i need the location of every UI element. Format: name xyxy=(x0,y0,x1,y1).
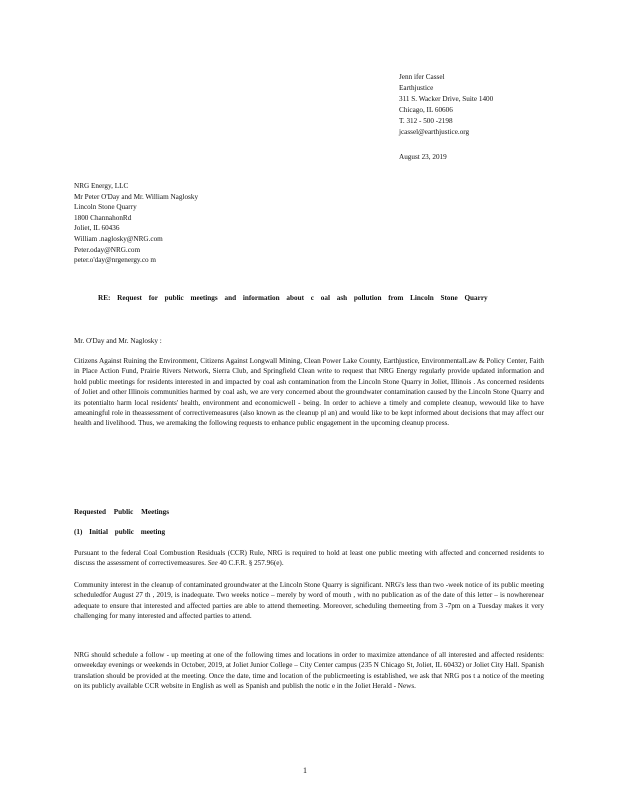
sender-phone: T. 312 - 500 -2198 xyxy=(399,117,453,125)
sender-block xyxy=(399,72,493,163)
sender-name: Jenn ifer Cassel xyxy=(399,73,445,81)
sender-address-line-2: Chicago, IL 60606 xyxy=(399,106,453,114)
heading-initial-meeting: (1) Initial public meeting xyxy=(74,528,166,536)
paragraph-ccr-rule-text: Pursuant to the federal Coal Combustion Residuals (CCR) Rule, NRG is required to hold at least one public meeting with affected and concerned residents to discuss the assessment of correctivemeasures. xyxy=(74,549,544,568)
letter-date: August 23, 2019 xyxy=(399,153,447,161)
recipient-company: NRG Energy, LLC xyxy=(74,182,129,190)
recipient-site: Lincoln Stone Quarry xyxy=(74,203,137,212)
page-number: 1 xyxy=(303,766,307,775)
heading-requested-meetings: Requested Public Meetings xyxy=(74,508,170,516)
sender-email: jcassel@earthjustice.org xyxy=(399,128,470,136)
paragraph-community-interest: Community interest in the cleanup of contaminated groundwater at the Lincoln Stone Quarry is significant. NRG's less than two -week notice of its public meeting scheduledfor August 27 th , 2019, is inadequate. Two weeks notice – merely by word of mouth , with no publication as of the date of this letter – is nowherenear adequate to ensure that interested and affected parties are able to attend themeeting. Moreover, scheduling themeeting from 3 -7pm on a Tuesday makes it very challenging for many interested and affected parties to attend. xyxy=(74,581,544,621)
salutation: Mr. O'Day and Mr. Naglosky : xyxy=(74,337,162,345)
recipient-email-3: peter.o'day@nrgenergy.co m xyxy=(74,256,157,265)
recipient-email-1: William .naglosky@NRG.com xyxy=(74,234,163,243)
recipient-city: Joliet, IL 60436 xyxy=(74,224,120,233)
recipient-names: Mr Peter O'Day and Mr. William Naglosky xyxy=(74,192,199,201)
paragraph-intro: Citizens Against Ruining the Environment, Citizens Against Longwall Mining, Clean Power Lake County, Earthjustice, EnvironmentalLaw & Policy Center, Faith in Place Action Fund, Prairie Rivers Network, Sierra Club, and Springfield Clean write to request that NRG Energy regularly provide updated information and hold public meetings for residents interested in and impacted by coal ash contamination from the Lincoln Stone Quarry in Joliet, Illinois . As concerned residents of Joliet and other Illinois communities harmed by coal ash, we are very concerned about the groundwater contamination caused by the Lincoln Stone Quarry and its potentialto harm local residents' health, environment and economicwell - being. In order to achieve a timely and complete cleanup, wewould like to have ameaningful role in theassessment of correctivemeasures (also known as the cleanup pl an) and would like to be kept informed about decisions that may affect our health and livelihood. Thus, we aremaking the following requests to enhance public engagement in the upcoming cleanup process. xyxy=(74,357,544,428)
recipient-block xyxy=(74,181,198,266)
sender-organization: Earthjustice xyxy=(399,84,434,92)
recipient-email-2: Peter.oday@NRG.com xyxy=(74,245,141,254)
citation-reference: 40 C.F.R. § 257.96(e). xyxy=(217,559,284,568)
sender-address-line-1: 311 S. Wacker Drive, Suite 1400 xyxy=(399,95,494,103)
subject-line: RE: Request for public meetings and information about c oal ash pollution from Lincoln Stone Quarry xyxy=(98,294,488,302)
citation-see: See xyxy=(207,559,218,568)
recipient-street: 1800 ChannahonRd xyxy=(74,213,132,222)
paragraph-ccr-rule xyxy=(74,548,544,569)
paragraph-follow-up: NRG should schedule a follow - up meeting at one of the following times and locations in order to maximize attendance of all interested and affected residents: onweekday evenings or weekends in October, 2019, at Joliet Junior College – City Center campus (235 N Chicago St, Joliet, IL 60432) or Joliet City Hall. Spanish translation should be provided at the meeting. Once the date, time and location of the publicmeeting is established, we ask that NRG pos t a notice of the meeting on its publicly available CCR website in English as well as Spanish and publish the notic e in the Joliet Herald - News. xyxy=(74,651,544,691)
